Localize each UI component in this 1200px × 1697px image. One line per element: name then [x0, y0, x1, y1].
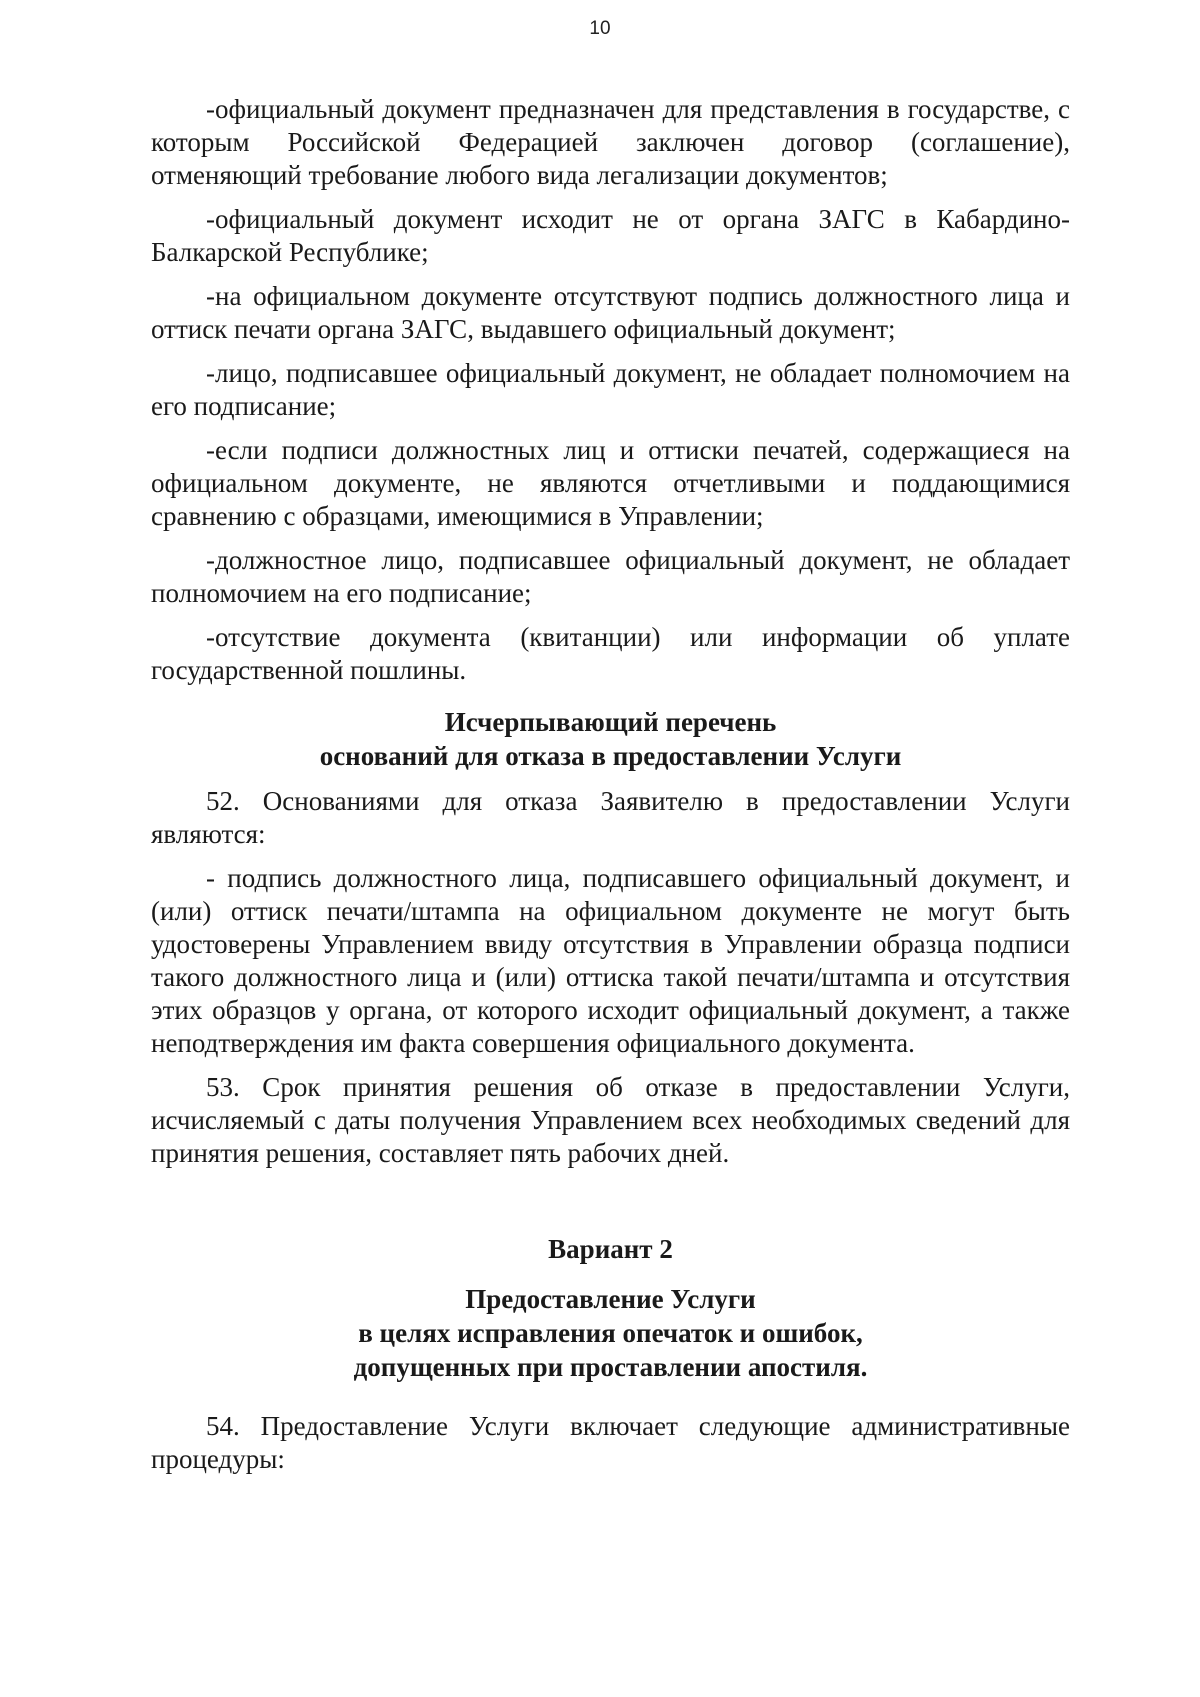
- variant-subtitle: [151, 1282, 1070, 1384]
- variant-line-1: Предоставление Услуги: [465, 1284, 756, 1314]
- paragraph-52: 52. Основаниями для отказа Заявителю в предоставлении Услуги являются:: [151, 786, 1070, 849]
- page-number: 10: [589, 18, 611, 39]
- variant-line-2: в целях исправления опечаток и ошибок,: [358, 1318, 863, 1348]
- paragraph-signature-not-verified: - подпись должностного лица, подписавшего официальный документ, и (или) оттиск печати/штампа на официальном документе не могут быть удостоверены Управлением ввиду отсутствия в Управлении образца подписи такого должностного лица и (или) оттиска такой печати/штампа и отсутствия этих образцов у органа, от которого исходит официальный документ, а также неподтверждения им факта совершения официального документа.: [151, 863, 1070, 1058]
- paragraph-no-authority: -лицо, подписавшее официальный документ, не обладает полномочием на его подписание;: [151, 358, 1070, 421]
- paragraph-53: 53. Срок принятия решения об отказе в предоставлении Услуги, исчисляемый с даты получения Управлением всех необходимых сведений для принятия решения, составляет пять рабочих дней.: [151, 1072, 1070, 1168]
- paragraph-no-fee-receipt: -отсутствие документа (квитанции) или информации об уплате государственной пошлины.: [151, 622, 1070, 685]
- variant-title: Вариант 2: [548, 1234, 673, 1264]
- paragraph-not-required-legalization: -официальный документ предназначен для представления в государстве, с которым Российской Федерацией заключен договор (соглашение), отменяющий требование любого вида легализации документов;: [151, 94, 1070, 190]
- refusal-grounds-heading: [151, 705, 1070, 773]
- paragraph-official-no-authority: -должностное лицо, подписавшее официальный документ, не обладает полномочием на его подписание;: [151, 545, 1070, 608]
- heading-line-2: оснований для отказа в предоставлении Услуги: [319, 741, 902, 771]
- variant-line-3: допущенных при проставлении апостиля.: [353, 1352, 868, 1382]
- variant-2-heading: [151, 1232, 1070, 1384]
- paragraph-not-from-zags: -официальный документ исходит не от органа ЗАГС в Кабардино-Балкарской Республике;: [151, 204, 1070, 267]
- paragraph-54: 54. Предоставление Услуги включает следующие административные процедуры:: [151, 1411, 1070, 1474]
- paragraph-missing-signature: -на официальном документе отсутствуют подпись должностного лица и оттиск печати органа ЗАГС, выдавшего официальный документ;: [151, 281, 1070, 344]
- document-body: [151, 93, 1070, 1487]
- heading-line-1: Исчерпывающий перечень: [444, 707, 777, 737]
- paragraph-unclear-seals: -если подписи должностных лиц и оттиски печатей, содержащиеся на официальном документе, не являются отчетливыми и поддающимися сравнению с образцами, имеющимися в Управлении;: [151, 435, 1070, 531]
